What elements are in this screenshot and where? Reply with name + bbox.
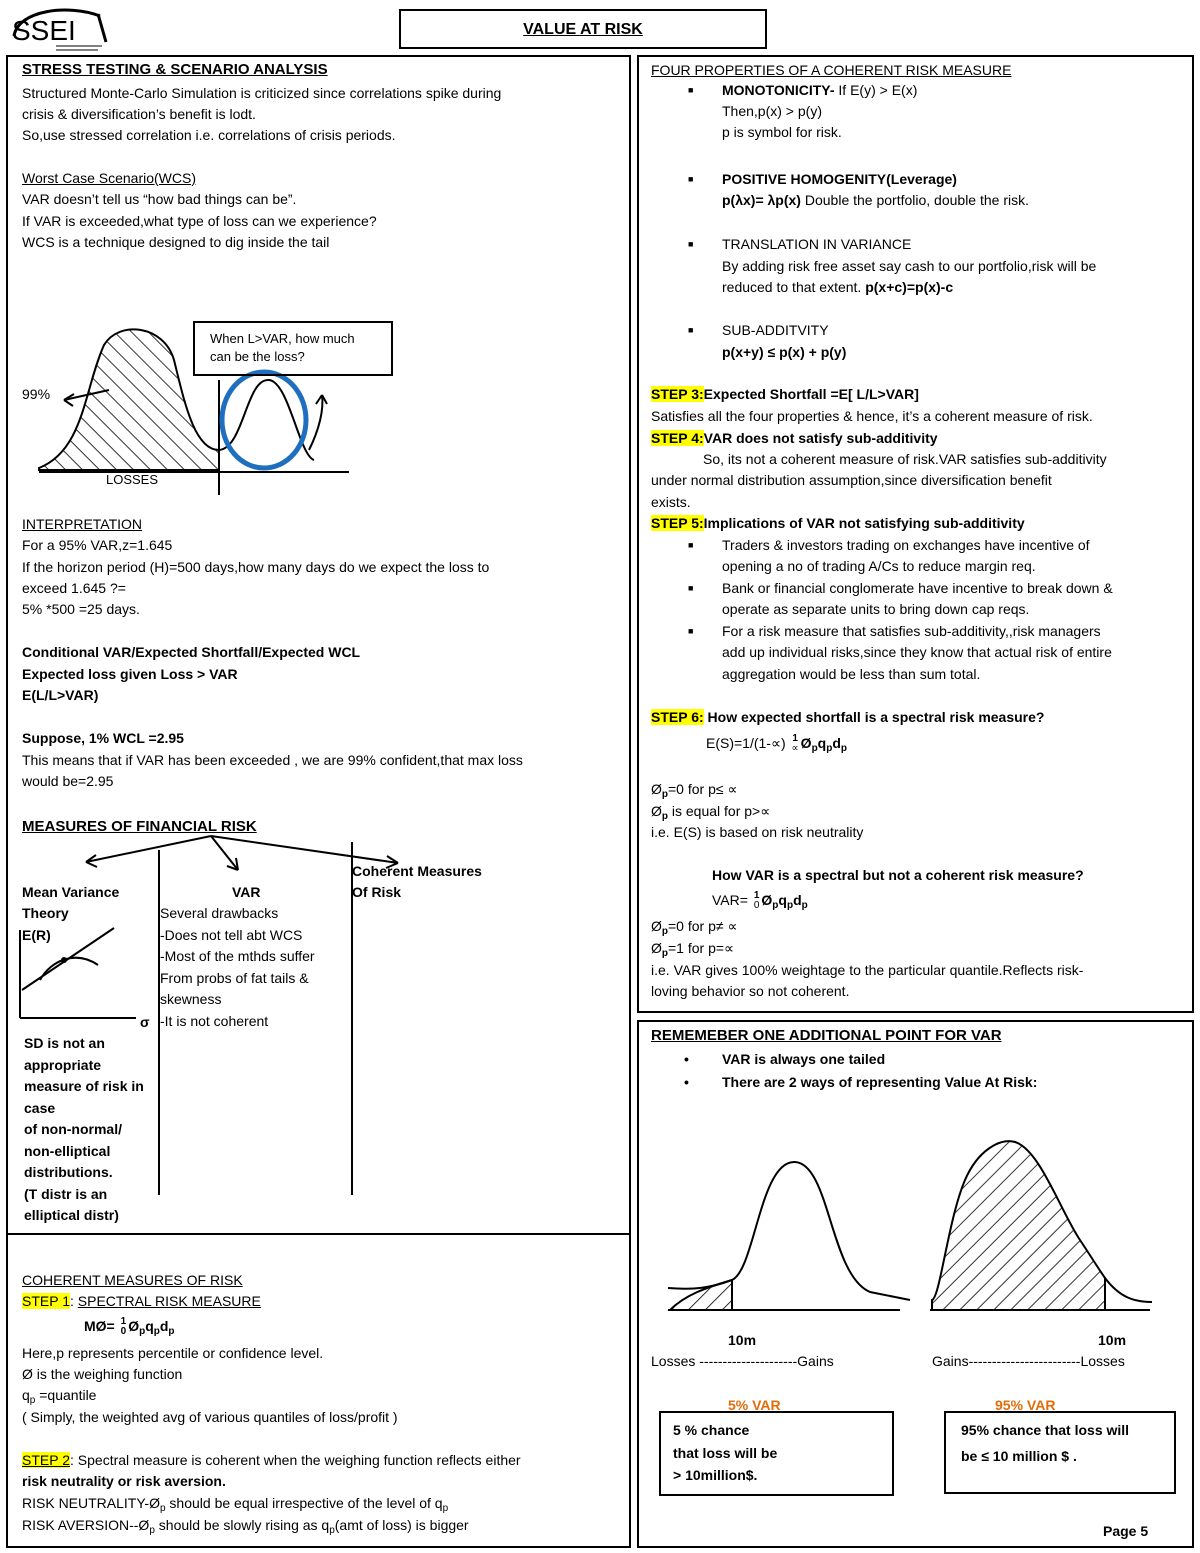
step5-b3c: aggregation would be less than sum total. [722, 666, 981, 682]
ie-line-2b: loving behavior so not coherent. [651, 983, 850, 999]
left-box-line-1: 5 % chance [673, 1422, 750, 1438]
wcs-losses-label: LOSSES [106, 472, 159, 487]
cvar-text-1: Conditional VAR/Expected Shortfall/Expected WCL [22, 644, 361, 660]
step5-b3b: add up individual risks,since they know that actual risk of entire [722, 644, 1112, 660]
ie-line-1: i.e. E(S) is based on risk neutrality [651, 824, 864, 840]
step1-text: SPECTRAL RISK MEASURE [77, 1293, 261, 1309]
interp-text-3: exceed 1.645 ?= [22, 580, 126, 596]
mv-note-line: distributions. [24, 1164, 113, 1180]
left-axis: Losses ---------------------Gains [651, 1353, 834, 1369]
mv-title-1: Mean Variance [22, 884, 120, 900]
risk-aversion: RISK AVERSION-$-Ø_p$ should be slowly rising as $q_p(amt$ of loss) is bigger [22, 1517, 469, 1536]
ie-line-2a: i.e. VAR gives 100% weightage to the particular quantile.Reflects risk- [651, 962, 1084, 978]
var-note-line: -It is not coherent [160, 1012, 269, 1029]
remember-b1: VAR is always one tailed [722, 1051, 886, 1067]
step4-line-4: exists. [651, 494, 691, 510]
step6-line: STEP 6: How expected shortfall is a spectral risk measure? [651, 709, 1045, 725]
mv-note-line: measure of risk in [24, 1078, 144, 1094]
interp-heading: INTERPRETATION [22, 516, 143, 532]
logo-text: SSEI [12, 15, 76, 46]
step2-line-2: risk neutrality or risk aversion. [22, 1473, 226, 1489]
m-formula-top: 1 [120, 1316, 127, 1328]
bullet-icon: ■ [688, 583, 694, 593]
wcs-text-3: WCS is a technique designed to dig inside the tail [22, 234, 330, 250]
right-var-label: 95% VAR [995, 1397, 1056, 1413]
var-formula: VAR= 1 0 $Ø_pq_pd_p$ [712, 890, 808, 912]
left-box-line-3: > 10million$. [673, 1467, 758, 1483]
trans-line: TRANSLATION IN VARIANCE [722, 236, 912, 252]
mv-axis-y: E(R) [22, 927, 51, 943]
mv-note-line: case [24, 1099, 56, 1116]
step5-b2a: Bank or financial conglomerate have incentive to break down & [722, 580, 1113, 596]
phi-line-3: $Ø_p=0$ for p≠ ∝ [651, 918, 738, 937]
mono-line-2: Then,p(x) > p(y) [722, 103, 822, 119]
bullet-icon: ■ [688, 85, 694, 95]
interp-text-4: 5% *500 =25 days. [22, 601, 140, 617]
right-box-line-1: 95% chance that loss will [961, 1422, 1130, 1438]
step1-line: STEP 1: SPECTRAL RISK MEASURE [22, 1293, 261, 1309]
mv-title-2: Theory [22, 905, 69, 921]
mono-line-3: p is symbol for risk. [722, 124, 842, 140]
coherent-text-3: $q_p$ =quantile [22, 1387, 97, 1406]
measures-heading: MEASURES OF FINANCIAL RISK [22, 818, 257, 835]
step5-line: STEP 5:Implications of VAR not satisfying sub-additivity [651, 515, 1025, 531]
var-note-line: Several drawbacks [160, 905, 279, 921]
mv-note-line: (T distr is an [24, 1185, 108, 1202]
coherent-text-1: Here,p represents percentile or confidence level. [22, 1345, 324, 1361]
bullet-dot-icon: • [684, 1074, 689, 1090]
coherent-heading: COHERENT MEASURES OF RISK [22, 1272, 243, 1288]
var-note-line: -Does not tell abt WCS [160, 926, 303, 943]
remember-b2: There are 2 ways of representing Value At Risk: [722, 1074, 1038, 1090]
pos-formula-line: p(λx)= λp(x) Double the portfolio, double the risk. [722, 192, 1029, 208]
step5-b3a: For a risk measure that satisfies sub-additivity,,risk managers [722, 623, 1101, 639]
how-var-line: How VAR is a spectral but not a coherent risk measure? [712, 867, 1084, 883]
stress-text-2: crisis & diversification’s benefit is lodt. [22, 106, 256, 122]
bullet-icon: ■ [688, 239, 694, 249]
mv-note-line: non-elliptical [24, 1142, 111, 1159]
interp-text-1: For a 95% VAR,z=1.645 [22, 537, 173, 553]
four-props-heading: FOUR PROPERTIES OF A COHERENT RISK MEASURE [651, 62, 1012, 78]
mv-note-line: of non-normal/ [24, 1121, 122, 1137]
bullet-icon: ■ [688, 325, 694, 335]
step2-tag: STEP 2 [22, 1452, 70, 1468]
wcs-callout-2: can be the loss? [210, 349, 305, 364]
m-formula: MØ= 1 0 $Ø_pq_pd_p$ [84, 1316, 175, 1338]
stress-heading: STRESS TESTING & SCENARIO ANALYSIS [22, 61, 328, 78]
suppose-text-2: This means that if VAR has been exceeded , we are 99% confident,that max loss [22, 752, 523, 768]
trans-line-2: By adding risk free asset say cash to our portfolio,risk will be [722, 258, 1097, 274]
var-distribution-diagrams [640, 1120, 1190, 1320]
interp-text-2: If the horizon period (H)=500 days,how many days do we expect the loss to [22, 559, 490, 575]
mono-line: MONOTONICITY- If E(y) > E(x) [722, 82, 918, 98]
step2-line [22, 1450, 521, 1470]
m-formula-body: Ø [128, 1318, 140, 1334]
bullet-dot-icon: • [684, 1051, 689, 1067]
left-curve [668, 1162, 910, 1300]
left-box-line-2: that loss will be [673, 1445, 778, 1461]
wcs-pct-label: 99% [22, 386, 51, 402]
var-col-title: VAR [232, 884, 261, 900]
var-note-line: -Most of the mthds suffer [160, 948, 315, 964]
step5-b2b: operate as separate units to bring down cap reqs. [722, 601, 1030, 617]
step2-text: : Spectral measure is coherent when the weighing function reflects either [70, 1452, 521, 1468]
step3-line: STEP 3:Expected Shortfall =E[ L/L>VAR] [651, 386, 919, 402]
cvar-text-2: Expected loss given Loss > VAR [22, 666, 238, 682]
step5-b1b: opening a no of trading A/Cs to reduce margin req. [722, 558, 1036, 574]
coherent-text-2: Ø is the weighing function [22, 1366, 183, 1382]
right-tail [1105, 1278, 1152, 1302]
right-hatch [932, 1141, 1105, 1310]
sub-line: SUB-ADDITVITY [722, 322, 829, 338]
mv-note-line: SD is not an [24, 1035, 105, 1051]
step4-line-3: under normal distribution assumption,since diversification benefit [651, 472, 1052, 488]
page-title: VALUE AT RISK [523, 21, 643, 38]
mv-note-line: elliptical distr) [24, 1207, 119, 1223]
wcs-heading: Worst Case Scenario(WCS) [22, 170, 197, 186]
wcs-callout-1: When L>VAR, how much [210, 331, 355, 346]
phi-line-4: $Ø_p=1$ for p=∝ [651, 940, 735, 959]
bullet-icon: ■ [688, 540, 694, 550]
bullet-icon: ■ [688, 626, 694, 636]
sub-formula: p(x+y) ≤ p(x) + p(y) [722, 344, 847, 360]
m-formula-lhs: MØ= [84, 1318, 115, 1334]
m-formula-bot: 0 [120, 1326, 127, 1338]
step4-line-2: So, its not a coherent measure of risk.VAR satisfies sub-additivity [703, 451, 1107, 467]
right-axis: Gains------------------------Losses [932, 1353, 1125, 1369]
coh-col-title-1: Coherent Measures [352, 863, 482, 879]
right-box-line-2: be ≤ 10 million $ . [961, 1448, 1077, 1464]
right-value: 10m [1098, 1332, 1127, 1348]
left-value: 10m [728, 1332, 757, 1348]
wcs-text-1: VAR doesn’t tell us “how bad things can be”. [22, 191, 297, 207]
var-note-line: skewness [160, 991, 222, 1007]
es-formula: E(S)=1/(1-∝) 1 ∝ $Ø_pq_pd_p$ [706, 733, 848, 755]
step3-line-2: Satisfies all the four properties & hence, it’s a coherent measure of risk. [651, 408, 1093, 424]
mv-note-line: appropriate [24, 1056, 102, 1073]
mv-axis-x: σ [140, 1014, 150, 1030]
cvar-text-3: E(L/L>VAR) [22, 687, 99, 703]
step5-b1a: Traders & investors trading on exchanges have incentive of [722, 537, 1090, 553]
left-tail-hatch [670, 1280, 732, 1310]
wcs-text-2: If VAR is exceeded,what type of loss can we experience? [22, 213, 377, 229]
remember-heading: REMEMEBER ONE ADDITIONAL POINT FOR VAR [651, 1027, 1002, 1044]
suppose-text-3: would be=2.95 [22, 773, 114, 789]
phi-line-2: $Ø_p$ is equal for p>∝ [651, 803, 771, 822]
trans-line-3: reduced to that extent. p(x+c)=p(x)-c [722, 279, 954, 295]
stress-text-3: So,use stressed correlation i.e. correlations of crisis periods. [22, 127, 396, 143]
bullet-icon: ■ [688, 174, 694, 184]
coh-col-title-2: Of Risk [352, 884, 402, 900]
page-number: Page 5 [1103, 1523, 1149, 1539]
risk-neutrality: RISK NEUTRALITY-$Ø_p$ should be equal irrespective of the level of $q_p$ [22, 1495, 449, 1514]
phi-line-1: $Ø_p=0$ for p≤ ∝ [651, 781, 738, 800]
suppose-text-1: Suppose, 1% WCL =2.95 [22, 730, 184, 746]
logo [8, 2, 108, 54]
pos-line: POSITIVE HOMOGENITY(Leverage) [722, 171, 957, 187]
stress-text-1: Structured Monte-Carlo Simulation is criticized since correlations spike during [22, 85, 502, 101]
left-var-label: 5% VAR [728, 1397, 781, 1413]
coherent-text-4: ( Simply, the weighted avg of various quantiles of loss/profit ) [22, 1409, 398, 1425]
step4-line: STEP 4:VAR does not satisfy sub-additivity [651, 430, 938, 446]
var-note-line: From probs of fat tails & [160, 969, 309, 986]
step1-tag: STEP 1 [22, 1293, 70, 1309]
